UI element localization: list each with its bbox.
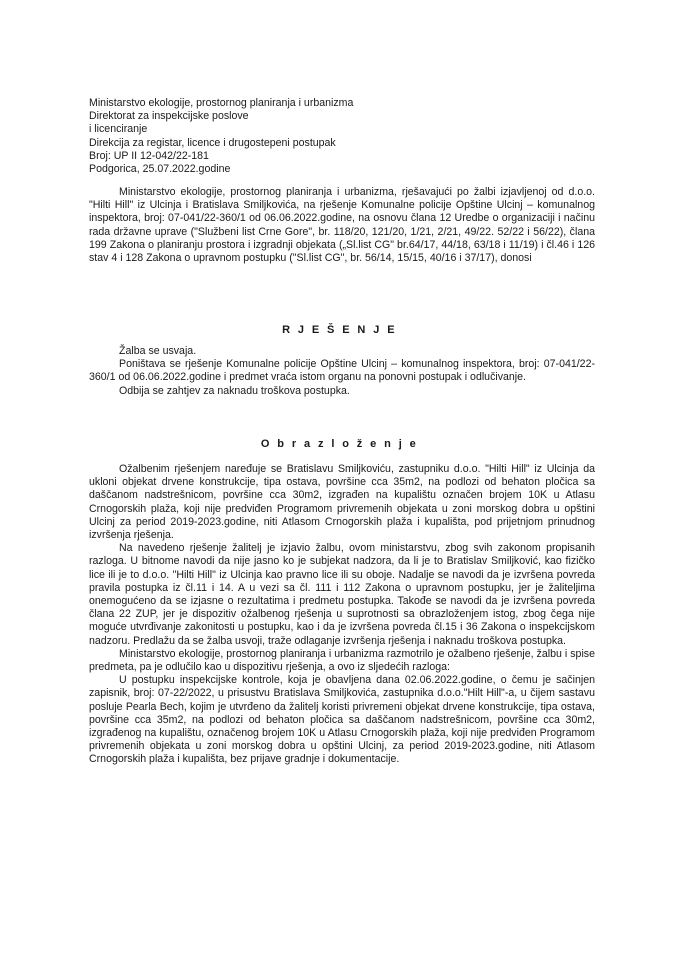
reasoning-paragraph-1: Ožalbenim rješenjem naređuje se Bratislavu Smiljkoviću, zastupniku d.o.o. "Hilti Hill" iz Ulcinja da ukloni objekat drvene konstrukcije, tipa ostava, površine cca 35m2, na podlozi od behaton pločica sa daščanom nadstrešnicom, površine cca 30m2, izgrađen na kupalištu označen brojem 10K u Atlasu Crnogorskih plaža, koji nije predviđen Programom privremenih objekata u zoni morskog dobra u opštini Ulcinj za period 2019-2023.godine, niti Atlasom Crnogorskih plaža i kupališta, pod prijetnjom prinudnog izvršenja rješenja. [89,463,595,542]
header-place-date: Podgorica, 25.07.2022.godine [89,163,231,176]
decision-body [89,345,595,398]
decision-title: R J E Š E N J E [282,324,397,336]
reasoning-paragraph-4: U postupku inspekcijske kontrole, koja je obavljena dana 02.06.2022.godine, o čemu je sačinjen zapisnik, broj: 07-22/2022, u prisustvu Bratislava Smiljkovića, zastupnika d.o.o."Hilt Hill"-a, u čijem sastavu posluje Pearla Bech, kojim je utvrđeno da žalitelj koristi privremeni objekat drvene konstrukcije, tipa ostava, površine cca 35m2, na podlozi od behaton pločica sa daščanom nadstrešnicom, površine cca 30m2, izgrađenog na kupalištu, označenog brojem 10K u Atlasu Crnogorskih plaža, koji nije predviđen Programom privremenih objekata u zoni morskog dobra u opštini Ulcinj, za period 2019-2023.godine, niti Atlasom Crnogorskih plaža i kupališta, bez prijave gradnje i dokumentacije. [89,674,595,766]
header-directorate-cont: i licenciranje [89,123,148,136]
intro-paragraph: Ministarstvo ekologije, prostornog planiranja i urbanizma, rješavajući po žalbi izjavljenoj od d.o.o. "Hilti Hill" iz Ulcinja i Bratislava Smiljkovića, na rješenje Komunalne policije Opštine Ulcinj – komunalnog inspektora, broj: 07-041/22-360/1 od 06.06.2022.godine, na osnovu člana 12 Uredbe o organizaciji i načinu rada državne uprave ("Službeni list Crne Gore", br. 118/20, 121/20, 1/21, 2/21, 49/22. 52/22 i 56/22), člana 199 Zakona o planiranju prostora i izgradnji objekata („Sl.list CG" br.64/17, 44/18, 63/18 i 11/19) i čl.46 i 126 stav 4 i 128 Zakona o upravnom postupku ("Sl.list CG", br. 56/14, 15/15, 40/16 i 37/17), donosi [89,186,595,265]
reasoning-paragraph-2: Na navedeno rješenje žalitelj je izjavio žalbu, ovom ministarstvu, zbog svih zakonom propisanih razloga. U bitnome navodi da nije jasno ko je subjekat nadzora, da li je to Bratislav Smiljković, kao fizičko lice ili je to d.o.o. "Hilti Hill" iz Ulcinja kao pravno lice ili su oboje. Nadalje se navodi da je izvršena povreda pravila postupka iz čl.11 i 14. A u vezi sa čl. 111 i 112 Zakona o upravnom postupku, jer je žaliteljima onemogućeno da se izjasne o rezultatima i predmetu postupka. Takođe se navodi da je izvršena povreda člana 22 ZUP, jer je dispozitiv ožalbenog rješenja u suprotnosti sa obrazloženjem istog, zbog čega nije moguće utvrđivanje zakonitosti u postupku, kao i da je izvršena povreda čl.15 i 36 Zakona o inspekcijskom nadzoru. Predlažu da se žalba usvoji, traže odlaganje izvršenja rješenja i naknadu troškova postupka. [89,542,595,647]
header-division: Direkcija za registar, licence i drugostepeni postupak [89,136,336,149]
reasoning-paragraph-3: Ministarstvo ekologije, prostornog planiranja i urbanizma razmotrilo je ožalbeno rješenje, žalbu i spise predmeta, pa je odlučilo kao u dispozitivu rješenja, a ovo iz sljedećih razloga: [89,647,595,674]
header-case-number: Broj: UP II 12-042/22-181 [89,149,209,162]
decision-item-3: Odbija se zahtjev za naknadu troškova postupka. [119,384,350,397]
reasoning-title: O b r a z l o ž e n j e [260,438,419,450]
reasoning-body [89,463,595,767]
document-header [89,97,489,176]
decision-item-1: Žalba se usvaja. [119,345,197,357]
decision-item-2: Poništava se rješenje Komunalne policije Opštine Ulcinj – komunalnog inspektora, broj: 07-041/22-360/1 od 06.06.2022.godine i predmet vraća istom organu na ponovni postupak i odlučivanje. [89,358,595,384]
header-ministry: Ministarstvo ekologije, prostornog planiranja i urbanizma [89,97,354,109]
header-directorate: Direktorat za inspekcijske poslove [89,110,249,123]
